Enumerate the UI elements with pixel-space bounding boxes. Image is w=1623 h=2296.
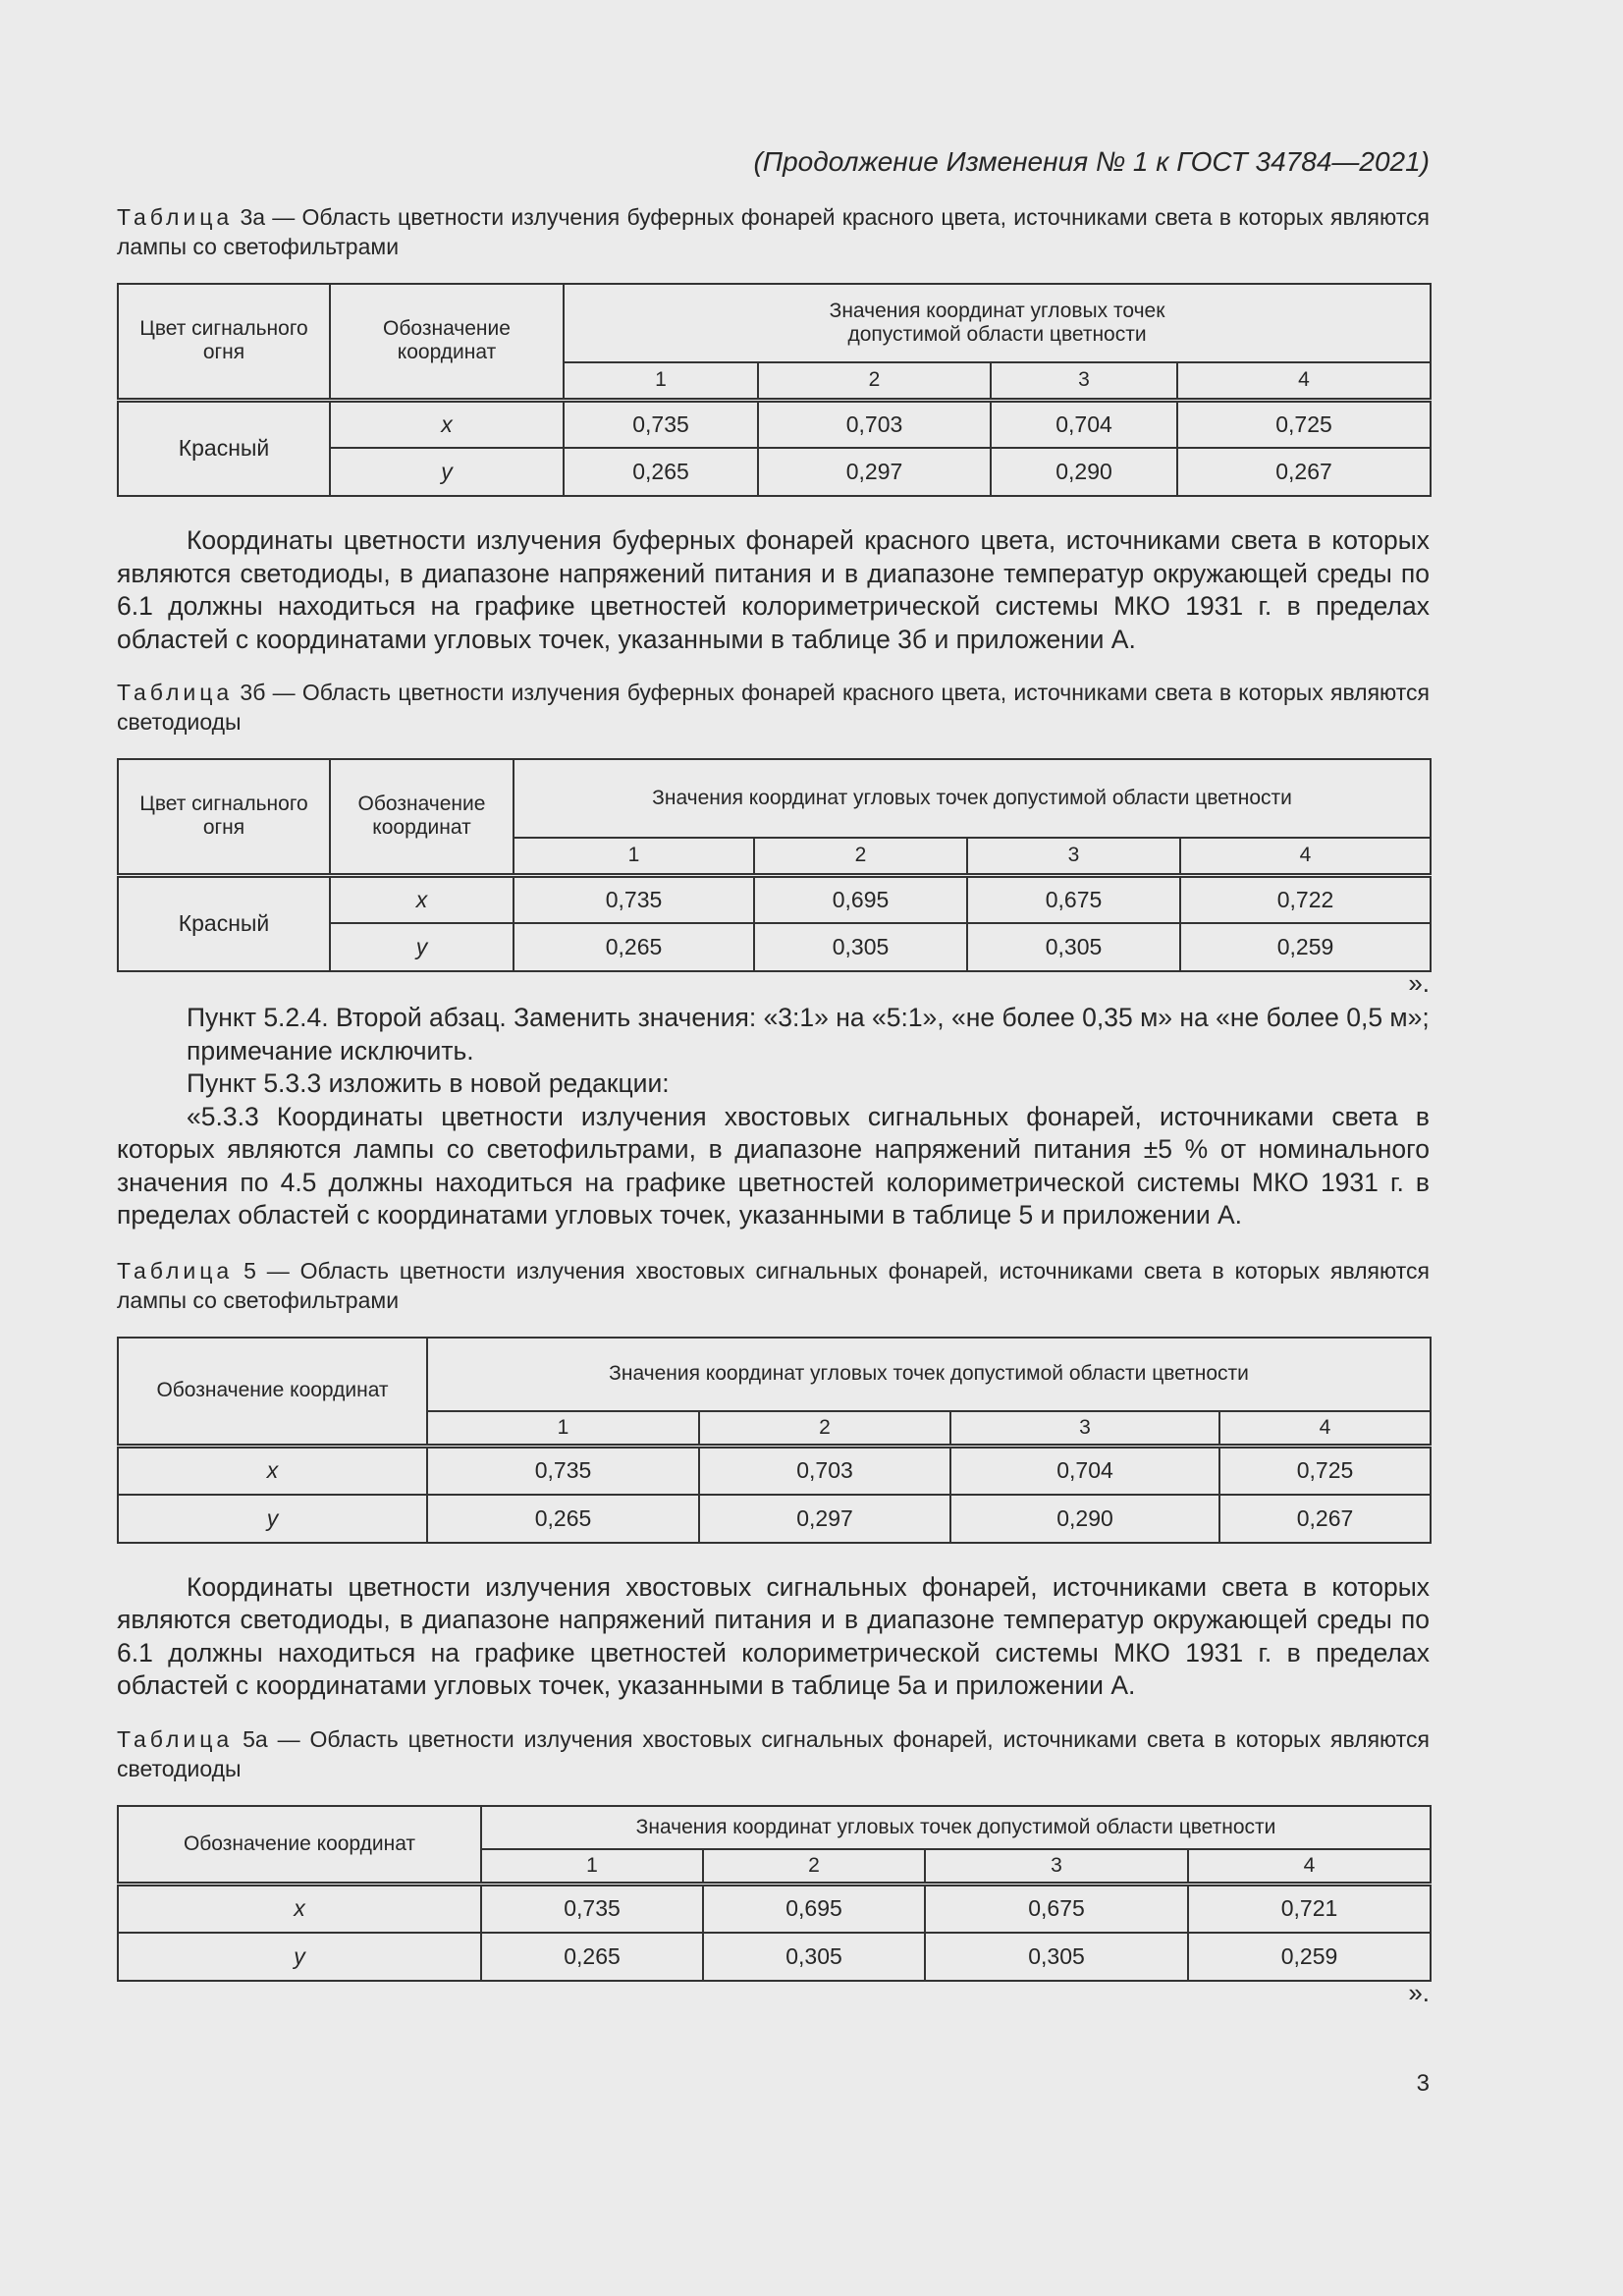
point-header: 3 — [991, 362, 1177, 400]
point-header: 1 — [427, 1411, 699, 1447]
paragraph: Пункт 5.3.3 изложить в новой редакции: — [187, 1068, 670, 1098]
table-3a-caption — [117, 202, 1430, 261]
document-page — [117, 137, 1430, 2007]
value-cell: 0,695 — [703, 1885, 925, 1933]
page-number: 3 — [1416, 2070, 1430, 2097]
head-values: Значения координат угловых точек допустимой области цветности — [564, 284, 1431, 362]
value-cell: 0,290 — [991, 448, 1177, 496]
value-cell: 0,735 — [514, 875, 754, 923]
paragraph: Координаты цветности излучения буферных фонарей красного цвета, источниками света в которых являются светодиоды, в диапазоне напряжений питания и в диапазоне температур окружающей среды по 6.1 должны находиться на графике цветностей колориметрической системы МКО 1931 г. в пределах областей с координатами угловых точек, указанными в таблице 3б и приложении А. — [117, 525, 1430, 654]
color-cell: Красный — [118, 875, 330, 971]
header-note: (Продолжение Изменения № 1 к ГОСТ 34784—2021) — [753, 146, 1430, 177]
value-cell: 0,265 — [481, 1933, 703, 1981]
coord-label: x — [330, 875, 514, 923]
point-header: 1 — [564, 362, 758, 400]
head-values: Значения координат угловых точек допустимой области цветности — [481, 1806, 1431, 1849]
paragraph: Координаты цветности излучения хвостовых сигнальных фонарей, источниками света в которых являются светодиоды, в диапазоне напряжений питания и в диапазоне температур окружающей среды по 6.1 должны находиться на графике цветностей колориметрической системы МКО 1931 г. в пределах областей с координатами угловых точек, указанными в таблице 5а и приложении А. — [117, 1571, 1430, 1700]
table-word: Таблица — [117, 204, 234, 230]
coord-label: y — [330, 448, 564, 496]
point-header: 2 — [754, 838, 967, 875]
head-signal: Цвет сигнального огня — [118, 759, 330, 875]
coord-label: y — [330, 923, 514, 971]
value-cell: 0,297 — [699, 1495, 950, 1543]
head-values: Значения координат угловых точек допустимой области цветности — [427, 1338, 1431, 1411]
head-coord: Обозначение координат — [330, 284, 564, 400]
table-3b — [117, 758, 1432, 972]
value-cell: 0,265 — [514, 923, 754, 971]
table-5 — [117, 1337, 1432, 1544]
head-coord: Обозначение координат — [330, 759, 514, 875]
value-cell: 0,267 — [1177, 448, 1431, 496]
table-word: Таблица — [117, 680, 234, 705]
table-5a — [117, 1805, 1432, 1982]
head-coord: Обозначение координат — [118, 1338, 427, 1447]
point-header: 4 — [1219, 1411, 1431, 1447]
table-5a-caption — [117, 1724, 1430, 1783]
head-signal: Цвет сигнального огня — [118, 284, 330, 400]
value-cell: 0,704 — [991, 400, 1177, 448]
table-word: Таблица — [117, 1725, 234, 1752]
value-cell: 0,265 — [427, 1495, 699, 1543]
value-cell: 0,704 — [950, 1447, 1219, 1495]
point-header: 4 — [1188, 1849, 1431, 1885]
caption-text: 3а — Область цветности излучения буферных фонарей красного цвета, источниками света в которых являются лампы со светофильтрами — [117, 204, 1430, 259]
caption-text: 5 — Область цветности излучения хвостовых сигнальных фонарей, источниками света в которых являются лампы со светофильтрами — [117, 1257, 1430, 1313]
value-cell: 0,725 — [1219, 1447, 1431, 1495]
coord-label: y — [118, 1933, 481, 1981]
value-cell: 0,722 — [1180, 875, 1431, 923]
value-cell: 0,305 — [967, 923, 1180, 971]
value-cell: 0,259 — [1188, 1933, 1431, 1981]
value-cell: 0,735 — [564, 400, 758, 448]
value-cell: 0,265 — [564, 448, 758, 496]
coord-label: x — [330, 400, 564, 448]
coord-label: y — [118, 1495, 427, 1543]
table-5-caption — [117, 1256, 1430, 1315]
color-cell: Красный — [118, 400, 330, 496]
value-cell: 0,695 — [754, 875, 967, 923]
point-header: 2 — [699, 1411, 950, 1447]
head-values: Значения координат угловых точек допустимой области цветности — [514, 759, 1431, 838]
paragraph: «5.3.3 Координаты цветности излучения хвостовых сигнальных фонарей, источниками света в которых являются лампы со светофильтрами, в диапазоне напряжений питания ±5 % от номинального значения по 4.5 должны находиться на графике цветностей колориметрической системы МКО 1931 г. в пределах областей с координатами угловых точек, указанными в таблице 5 и приложении А. — [117, 1101, 1430, 1230]
value-cell: 0,305 — [925, 1933, 1188, 1981]
value-cell: 0,703 — [699, 1447, 950, 1495]
value-cell: 0,305 — [703, 1933, 925, 1981]
point-header: 4 — [1180, 838, 1431, 875]
quote-end: ». — [1408, 968, 1430, 998]
table-3b-caption — [117, 678, 1430, 737]
point-header: 3 — [925, 1849, 1188, 1885]
point-header: 2 — [703, 1849, 925, 1885]
point-header: 3 — [950, 1411, 1219, 1447]
value-cell: 0,305 — [754, 923, 967, 971]
table-word: Таблица — [117, 1257, 234, 1284]
caption-text: 3б — Область цветности излучения буферных фонарей красного цвета, источниками света в которых являются светодиоды — [117, 680, 1430, 735]
caption-text: 5а — Область цветности излучения хвостовых сигнальных фонарей, источниками света в которых являются светодиоды — [117, 1725, 1430, 1781]
coord-label: x — [118, 1885, 481, 1933]
value-cell: 0,297 — [758, 448, 991, 496]
point-header: 1 — [481, 1849, 703, 1885]
value-cell: 0,725 — [1177, 400, 1431, 448]
table-3a — [117, 283, 1432, 497]
paragraph: Пункт 5.2.4. Второй абзац. Заменить значения: «3:1» на «5:1», «не более 0,35 м» на «не более 0,5 м»; — [187, 1003, 1430, 1032]
value-cell: 0,290 — [950, 1495, 1219, 1543]
value-cell: 0,675 — [925, 1885, 1188, 1933]
point-header: 3 — [967, 838, 1180, 875]
point-header: 4 — [1177, 362, 1431, 400]
value-cell: 0,267 — [1219, 1495, 1431, 1543]
point-header: 2 — [758, 362, 991, 400]
value-cell: 0,259 — [1180, 923, 1431, 971]
value-cell: 0,703 — [758, 400, 991, 448]
value-cell: 0,735 — [481, 1885, 703, 1933]
value-cell: 0,721 — [1188, 1885, 1431, 1933]
head-coord: Обозначение координат — [118, 1806, 481, 1885]
paragraph: примечание исключить. — [187, 1035, 474, 1066]
point-header: 1 — [514, 838, 754, 875]
value-cell: 0,735 — [427, 1447, 699, 1495]
coord-label: x — [118, 1447, 427, 1495]
quote-end: ». — [1408, 1977, 1430, 2007]
value-cell: 0,675 — [967, 875, 1180, 923]
